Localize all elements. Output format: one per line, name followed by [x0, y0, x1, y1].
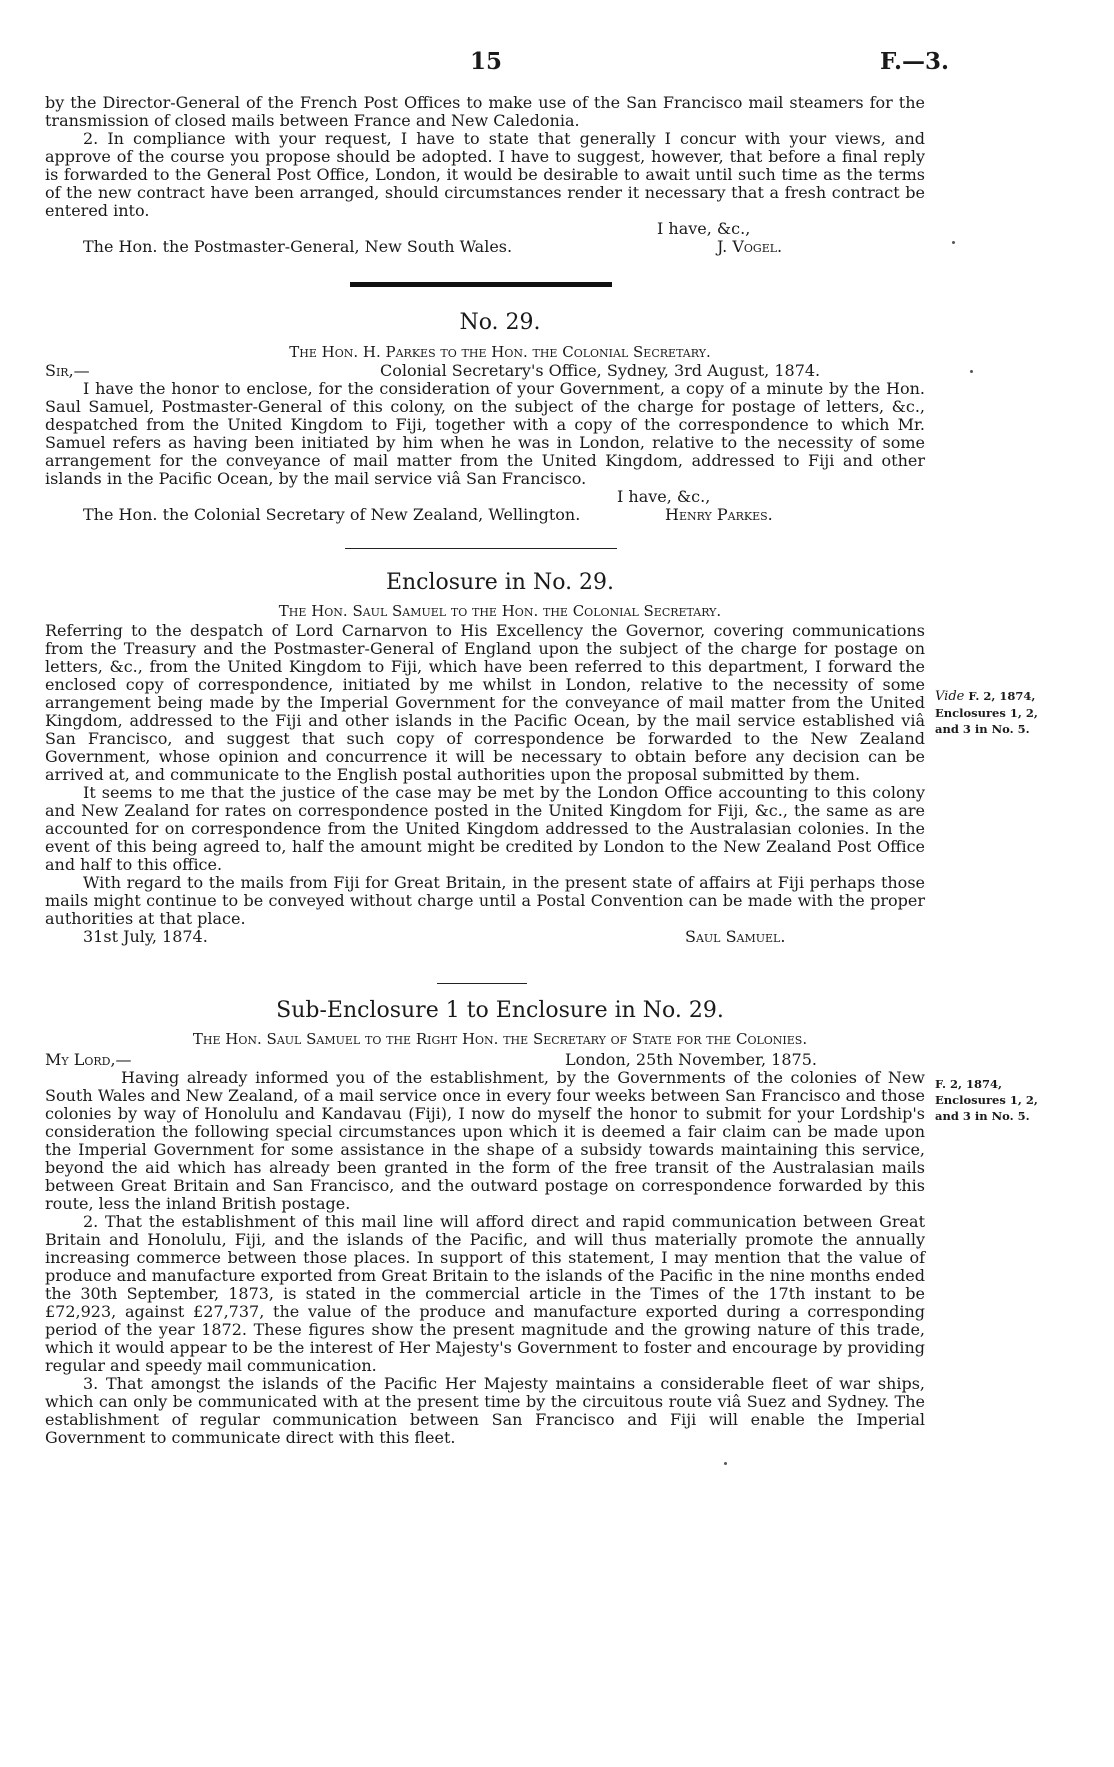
enclosure-paragraph-2: It seems to me that the justice of the case may be met by the London Office accounting to this colony and New Zealand for rates on correspondence posted in the United Kingdom for Fiji, &c., the same as are accounted for on correspondence from the United Kingdom addressed to the Australasian colonies. In the event of this being agreed to, half the amount might be credited by London to the New Zealand Post Office and half to this office.	[45, 783, 925, 874]
margin-ref-2: Enclosures 1, 2,	[935, 706, 1038, 720]
sub-enclosure-paragraph-1: Having already informed you of the establishment, by the Governments of the colonies of New South Wales and New Zealand, of a mail service once in every four weeks between San Francisco and those colonies by way of Honolulu and Kandavau (Fiji), I now do myself the honor to submit for your Lordship's consideration the following special circumstances upon which it is deemed a fair claim can be made upon the Imperial Government for some assistance in the shape of a subsidy towards maintaining this service, beyond the aid which has already been granted in the form of the free transit of the Australasian mails between Great Britain and San Francisco, and the outward postage on correspondence forwarded by this route, less the inland British postage.	[45, 1068, 925, 1213]
scan-speck	[724, 1462, 727, 1465]
no29-body: I have the honor to enclose, for the consideration of your Government, a copy of a minute by the Hon. Saul Samuel, Postmaster-General of this colony, on the subject of the charge for postage of letters, &c., despatched from the United Kingdom to Fiji, together with a copy of the correspondence to which Mr. Samuel refers as having been initiated by him when he was in London, relative to the necessity of some arrangement for the conveyance of mail matter from the United Kingdom, addressed to Fiji and other islands in the Pacific Ocean, by the mail service viâ San Francisco.	[45, 379, 925, 488]
enclosure-letter	[45, 622, 925, 946]
sub-enclosure-paragraph-3: 3. That amongst the islands of the Pacific Her Majesty maintains a considerable fleet of war ships, which can only be communicated with at the present time by the circuitous route viâ Suez and Sydney. The establishment of regular communication between San Francisco and Fiji will enable the Imperial Government to communicate direct with this fleet.	[45, 1374, 925, 1447]
margin-vide: Vide	[935, 689, 965, 704]
intro-paragraph-1: by the Director-General of the French Post Offices to make use of the San Francisco mail steamers for the transmission of closed mails between France and New Caledonia.	[45, 93, 925, 130]
intro-addressee: The Hon. the Postmaster-General, New South Wales.	[83, 237, 513, 256]
enclosure-title: Enclosure in No. 29.	[385, 570, 615, 595]
sub-enclosure-paragraph-2: 2. That the establishment of this mail line will afford direct and rapid communication between Great Britain and Honolulu, Fiji, and the islands of the Pacific, and will thus materially promote the annually increasing commerce between those places. In support of this statement, I may mention that the value of produce and manufacture exported from Great Britain to the islands of the Pacific in the nine months ended the 30th September, 1873, is stated in the commercial article in the Times of the 17th instant to be £72,923, against £27,737, the value of the produce and manufacture exported during a corresponding period of the year 1872. These figures show the present magnitude and the growing nature of this trade, which it would appear to be the interest of Her Majesty's Government to foster and encourage by providing regular and speedy mail communication.	[45, 1212, 925, 1375]
sub-enclosure-place-date: London, 25th November, 1875.	[565, 1050, 817, 1069]
margin-ref-1: F. 2, 1874,	[935, 1077, 1003, 1091]
no29-place-date: Colonial Secretary's Office, Sydney, 3rd August, 1874.	[380, 361, 821, 380]
short-divider	[437, 983, 527, 984]
page-number: 15	[470, 48, 503, 75]
scan-speck	[970, 370, 973, 373]
enclosure-paragraph-3: With regard to the mails from Fiji for Great Britain, in the present state of affairs at Fiji perhaps those mails might continue to be conveyed without charge until a Postal Convention can be made with the proper authorities at that place.	[45, 873, 925, 928]
intro-closing: I have, &c.,	[657, 219, 751, 238]
no29-title: No. 29.	[459, 310, 541, 335]
sub-enclosure-salutation: My Lord,—	[45, 1050, 132, 1069]
enclosure-paragraph-1: Referring to the despatch of Lord Carnarvon to His Excellency the Governor, covering communications from the Treasury and the Postmaster-General of England upon the subject of the charge for postage on letters, &c., from the United Kingdom to Fiji, which have been referred to this department, I forward the enclosed copy of correspondence, initiated by me whilst in London, relative to the necessity of some arrangement being made by the Imperial Government for the conveyance of mail matter from the United Kingdom, addressed to the Fiji and other islands in the Pacific Ocean, by the mail service established viâ San Francisco, and suggest that such copy of correspondence be forwarded to the New Zealand Government, whose opinion and concurrence it will be necessary to obtain before any decision can be arrived at, and communicate to the English postal authorities upon the proposal submitted by them.	[45, 621, 925, 784]
no29-salutation: Sir,—	[45, 361, 90, 380]
margin-ref-3: and 3 in No. 5.	[935, 1109, 1030, 1123]
no29-letter	[45, 362, 925, 524]
sub-enclosure-letter	[45, 1051, 925, 1447]
enclosure-subtitle: The Hon. Saul Samuel to the Hon. the Colonial Secretary.	[278, 602, 722, 620]
intro-section	[45, 94, 925, 256]
document-reference: F.—3.	[880, 48, 950, 75]
margin-ref-2: Enclosures 1, 2,	[935, 1093, 1038, 1107]
no29-subtitle: The Hon. H. Parkes to the Hon. the Colonial Secretary.	[289, 343, 711, 361]
no29-signature: Henry Parkes.	[665, 505, 773, 524]
scan-speck	[952, 241, 955, 244]
margin-ref-1: F. 2, 1874,	[968, 689, 1036, 703]
section-divider	[350, 282, 612, 287]
sub-enclosure-title: Sub-Enclosure 1 to Enclosure in No. 29.	[276, 998, 724, 1023]
enclosure-signature: Saul Samuel.	[685, 927, 786, 946]
no29-addressee: The Hon. the Colonial Secretary of New Zealand, Wellington.	[83, 505, 581, 524]
enclosure-margin-note	[935, 688, 1105, 737]
margin-ref-3: and 3 in No. 5.	[935, 722, 1030, 736]
sub-enclosure-margin-note	[935, 1076, 1105, 1124]
sub-enclosure-subtitle: The Hon. Saul Samuel to the Right Hon. the Secretary of State for the Colonies.	[192, 1030, 808, 1048]
no29-closing: I have, &c.,	[617, 487, 711, 506]
intro-paragraph-2: 2. In compliance with your request, I have to state that generally I concur with your views, and approve of the course you propose should be adopted. I have to suggest, however, that before a final reply is forwarded to the General Post Office, London, it would be desirable to await until such time as the terms of the new contract have been arranged, should circumstances render it necessary that a fresh contract be entered into.	[45, 129, 925, 220]
enclosure-date: 31st July, 1874.	[83, 927, 208, 946]
section-divider-thin	[345, 548, 617, 549]
intro-signature: J. Vogel.	[717, 237, 783, 256]
